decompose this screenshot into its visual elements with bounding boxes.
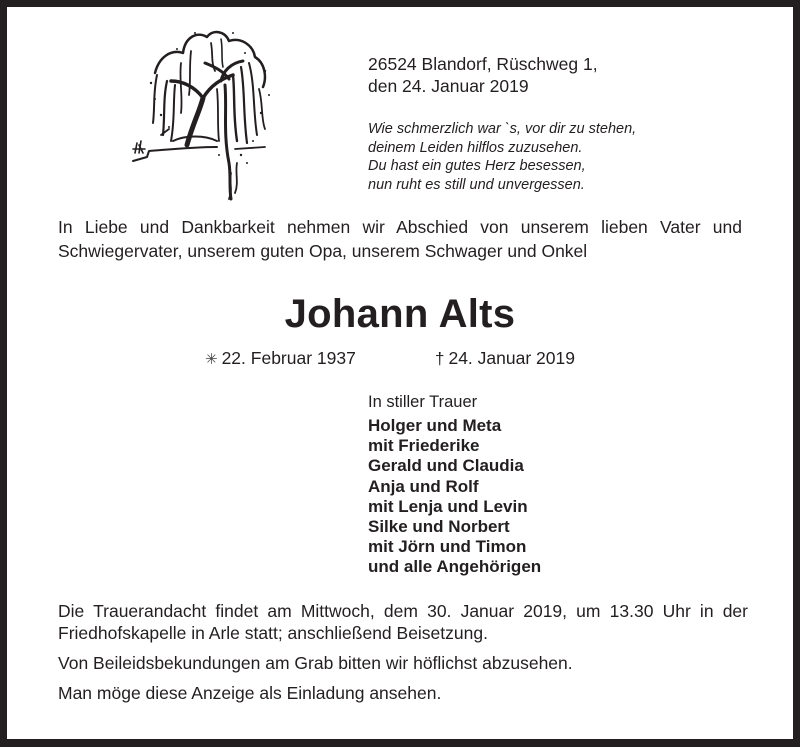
birth-date-text: 22. Februar 1937	[221, 348, 356, 368]
death-date-text: 24. Januar 2019	[448, 348, 575, 368]
mourner-entry: Holger und Meta	[368, 416, 502, 435]
weeping-willow-tree-icon	[125, 23, 285, 205]
mourners-list	[368, 416, 541, 578]
poem-line: Wie schmerzlich war `s, vor dir zu stehen,	[368, 121, 637, 137]
poem	[368, 120, 636, 194]
service-line: Die Trauerandacht findet am Mittwoch, dem 30. Januar 2019, um 13.30 Uhr in der	[58, 601, 748, 621]
birth-date	[205, 347, 356, 371]
intro-line: In Liebe und Dankbarkeit nehmen wir Abschied von unserem lieben Vater und	[58, 217, 742, 237]
sender-address-block	[368, 53, 598, 97]
service-line: Friedhofskapelle in Arle statt; anschließend Beisetzung.	[58, 623, 488, 643]
farewell-intro	[58, 215, 742, 263]
birth-star-icon: ✳	[205, 351, 218, 368]
mourner-entry: Gerald und Claudia	[368, 456, 524, 476]
service-info	[58, 600, 748, 644]
deceased-name: Johann Alts	[284, 292, 516, 336]
invitation-note: Man möge diese Anzeige als Einladung ansehen.	[58, 683, 442, 703]
death-date	[435, 347, 575, 370]
mourner-entry: mit Jörn und Timon	[368, 537, 527, 557]
poem-line: Du hast ein gutes Herz besessen,	[368, 158, 586, 174]
mourner-entry: mit Friederike	[368, 436, 480, 456]
address-line: 26524 Blandorf, Rüschweg 1,	[368, 54, 598, 74]
mourner-entry: Anja und Rolf	[368, 476, 479, 496]
obituary-page	[7, 7, 793, 739]
mourner-entry: Silke und Norbert	[368, 517, 510, 537]
condolences-note: Von Beileidsbekundungen am Grab bitten wir höflichst abzusehen.	[58, 653, 573, 673]
mourners-label: In stiller Trauer	[368, 393, 478, 411]
intro-line: Schwiegervater, unserem guten Opa, unserem Schwager und Onkel	[58, 241, 588, 261]
poem-line: deinem Leiden hilflos zuzusehen.	[368, 139, 583, 156]
service-notes	[58, 600, 748, 712]
death-cross-icon: †	[435, 349, 445, 368]
mourner-entry: mit Lenja und Levin	[368, 496, 528, 516]
date-line: den 24. Januar 2019	[368, 76, 529, 96]
poem-line: nun ruht es still und unvergessen.	[368, 176, 585, 193]
mourner-entry: und alle Angehörigen	[368, 557, 542, 577]
